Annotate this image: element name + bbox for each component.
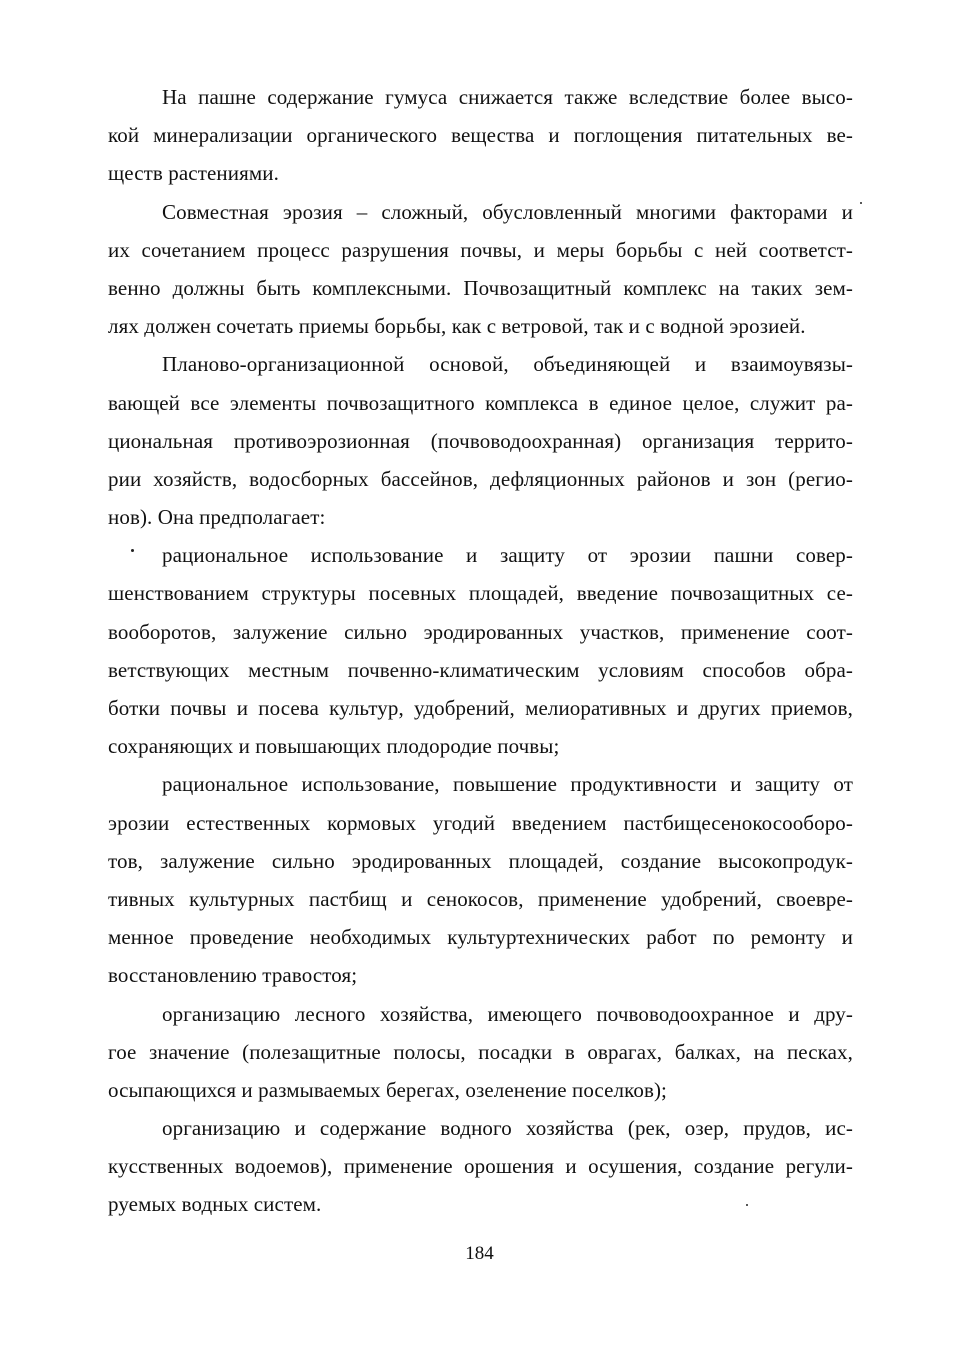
text-line: ботки почвы и посева культур, удобрений, мелиоративных и других приемов,	[108, 696, 853, 720]
text-line: Планово-организационной основой, объединяющей и взаимоувязы-	[162, 352, 853, 377]
text-line: На пашне содержание гумуса снижается также вследствие более высо-	[162, 85, 853, 109]
paragraph	[108, 193, 853, 346]
scan-speck	[860, 202, 862, 204]
text-line: ществ растениями.	[108, 161, 279, 186]
text-line: кусственных водоемов), применение орошения и осушения, создание регули-	[108, 1154, 853, 1179]
text-line: осыпающихся и размываемых берегах, озеленение поселков);	[108, 1077, 667, 1102]
text-line: организацию и содержание водного хозяйства (рек, озер, прудов, ис-	[162, 1116, 853, 1141]
body-text	[108, 78, 853, 1224]
paragraph	[108, 1109, 853, 1224]
text-line: их сочетанием процесс разрушения почвы, и меры борьбы с ней соответст-	[108, 237, 853, 262]
paragraph	[108, 765, 853, 994]
text-line: вающей все элементы почвозащитного комплекса в единое целое, служит ра-	[108, 390, 853, 415]
text-line: рациональное использование и защиту от эрозии пашни совер-	[162, 543, 853, 568]
text-line: Совместная эрозия – сложный, обусловленный многими факторами и	[162, 199, 853, 224]
text-line: кой минерализации органического вещества и поглощения питательных ве-	[108, 123, 853, 148]
text-line: нов). Она предполагает:	[108, 505, 326, 530]
scan-speck	[746, 1204, 748, 1206]
text-line: организацию лесного хозяйства, имеющего почвоводоохранное и дру-	[162, 1001, 853, 1026]
text-line: ветствующих местным почвенно-климатическим условиям способов обра-	[108, 657, 853, 682]
paragraph	[108, 536, 853, 765]
text-line: рии хозяйств, водосборных бассейнов, дефляционных районов и зон (регио-	[108, 466, 853, 491]
text-line: менное проведение необходимых культуртехнических работ по ремонту и	[108, 925, 853, 950]
text-line: руемых водных систем.	[108, 1192, 322, 1217]
paragraph	[108, 995, 853, 1110]
text-line: сохраняющих и повышающих плодородие почвы;	[108, 734, 560, 759]
text-line: циональная противоэрозионная (почвоводоохранная) организация террито-	[108, 428, 853, 453]
text-line: лях должен сочетать приемы борьбы, как с ветровой, так и с водной эрозией.	[108, 314, 806, 339]
text-line: восстановлению травостоя;	[108, 963, 358, 988]
text-line: гое значение (полезащитные полосы, посадки в оврагах, балках, на песках,	[108, 1039, 853, 1064]
page-number: 184	[465, 1243, 494, 1264]
scan-speck	[131, 549, 134, 552]
text-line: тивных культурных пастбищ и сенокосов, применение удобрений, своевре-	[108, 886, 853, 911]
text-line: рациональное использование, повышение продуктивности и защиту от	[162, 772, 853, 797]
text-line: вооборотов, залужение сильно эродированных участков, применение соот-	[108, 619, 853, 644]
text-line: венно должны быть комплексными. Почвозащитный комплекс на таких зем-	[108, 275, 853, 300]
text-line: шенствованием структуры посевных площадей, введение почвозащитных се-	[108, 581, 853, 606]
text-line: тов, залужение сильно эродированных площадей, создание высокопродук-	[108, 848, 853, 873]
paragraph	[108, 78, 853, 193]
paragraph	[108, 345, 853, 536]
text-line: эрозии естественных кормовых угодий введением пастбищесенокосооборо-	[108, 810, 853, 835]
